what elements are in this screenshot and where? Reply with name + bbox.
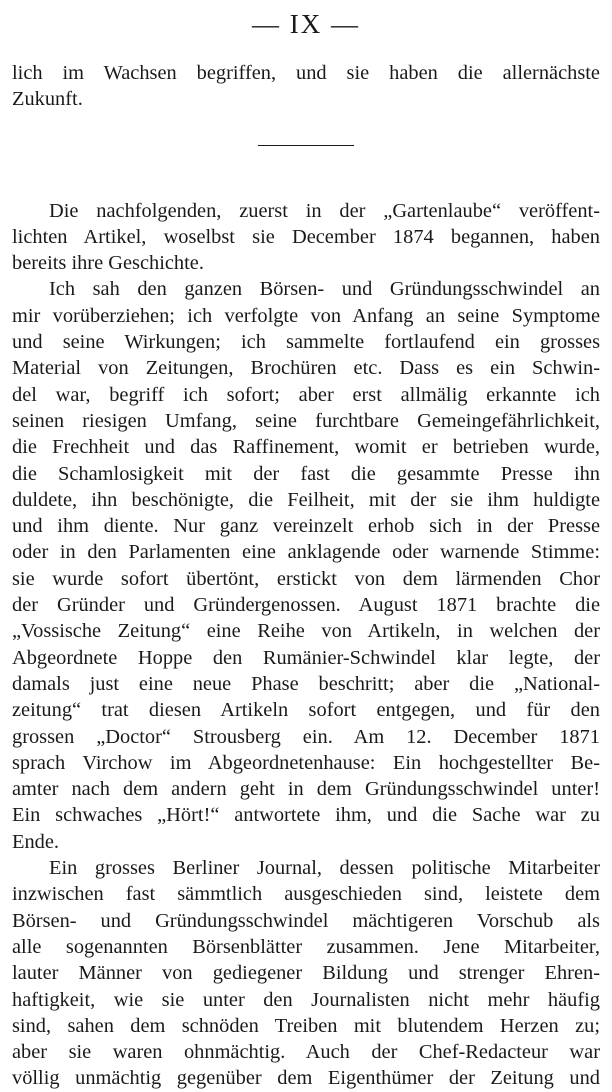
text-line: Die nachfolgenden, zuerst in der „Gartenlaube“ veröffent- [49,199,600,222]
text-line: lich im Wachsen begriffen, und sie haben die allernächste [12,62,600,84]
text-line: alle sogenannten Börsenblätter zusammen. Jene Mitarbeiter, [12,935,600,958]
text-line: und ihm diente. Nur ganz vereinzelt erhob sich in der Presse [12,515,600,538]
text-line: amter nach dem andern geht in dem Gründungsschwindel unter! [12,778,600,801]
text-line: Börsen- und Gründungsschwindel mächtigeren Vorschub als [12,909,600,932]
text-line: Zukunft. [12,88,83,111]
section-divider [258,145,354,146]
text-line: völlig unmächtig gegenüber dem Eigenthümer der Zeitung und [12,1067,600,1090]
text-line: del war, begriff ich sofort; aber erst allmälig erkannte ich [12,383,600,406]
text-line: der Gründer und Gründergenossen. August 1871 brachte die [12,594,600,617]
text-line: bereits ihre Geschichte. [12,252,204,275]
text-line: die Frechheit und das Raffinement, womit er betrieben wurde, [12,436,600,459]
text-line: inzwischen fast sämmtlich ausgeschieden sind, leistete dem [12,883,600,906]
continued-paragraph [12,60,600,113]
text-line: duldete, ihn beschönigte, die Feilheit, mit der sie ihm huldigte [12,488,600,511]
text-line: oder in den Parlamenten eine anklagende oder warnende Stimme: [12,541,600,564]
text-line: seinen riesigen Umfang, seine furchtbare Gemeingefährlichkeit, [12,409,600,432]
text-line: lichten Artikel, woselbst sie December 1874 begannen, haben [12,225,600,248]
text-line: Ende. [12,830,59,853]
text-line: mir vorüberziehen; ich verfolgte von Anfang an seine Symptome [12,304,600,327]
text-line: zeitung“ trat diesen Artikeln sofort entgegen, und für den [12,699,600,722]
text-line: Ein grosses Berliner Journal, dessen politische Mitarbeiter [49,857,600,880]
text-line: Material von Zeitungen, Brochüren etc. Dass es ein Schwin- [12,357,600,380]
text-line: sind, sahen dem schnöden Treiben mit blutendem Herzen zu; [12,1014,600,1037]
text-line: Abgeordnete Hoppe den Rumänier-Schwindel klar legte, der [12,646,600,669]
text-line: Ich sah den ganzen Börsen- und Gründungsschwindel an [49,278,600,301]
paragraph-2 [12,276,600,855]
paragraph-1 [12,198,600,277]
text-line: sie wurde sofort übertönt, erstickt von dem lärmenden Chor [12,567,600,590]
text-line: Ein schwaches „Hört!“ antwortete ihm, und die Sache war zu [12,804,600,827]
text-line: sprach Virchow im Abgeordnetenhause: Ein hochgestellter Be- [12,751,600,774]
text-line: lauter Männer von gediegener Bildung und strenger Ehren- [12,962,600,985]
book-page [12,6,600,1092]
text-line: aber sie waren ohnmächtig. Auch der Chef-Redacteur war [12,1041,600,1064]
page-number-header: — IX — [252,9,360,39]
text-line: haftigkeit, wie sie unter den Journalisten nicht mehr häufig [12,988,600,1011]
text-line: die Schamlosigkeit mit der fast die gesammte Presse ihn [12,462,600,485]
paragraph-3 [12,855,600,1092]
text-line: und seine Wirkungen; ich sammelte fortlaufend ein grosses [12,331,600,354]
text-line: grossen „Doctor“ Strousberg ein. Am 12. December 1871 [12,725,600,748]
text-line: „Vossische Zeitung“ eine Reihe von Artikeln, in welchen der [12,620,600,643]
text-line: damals just eine neue Phase beschritt; aber die „National- [12,672,600,695]
